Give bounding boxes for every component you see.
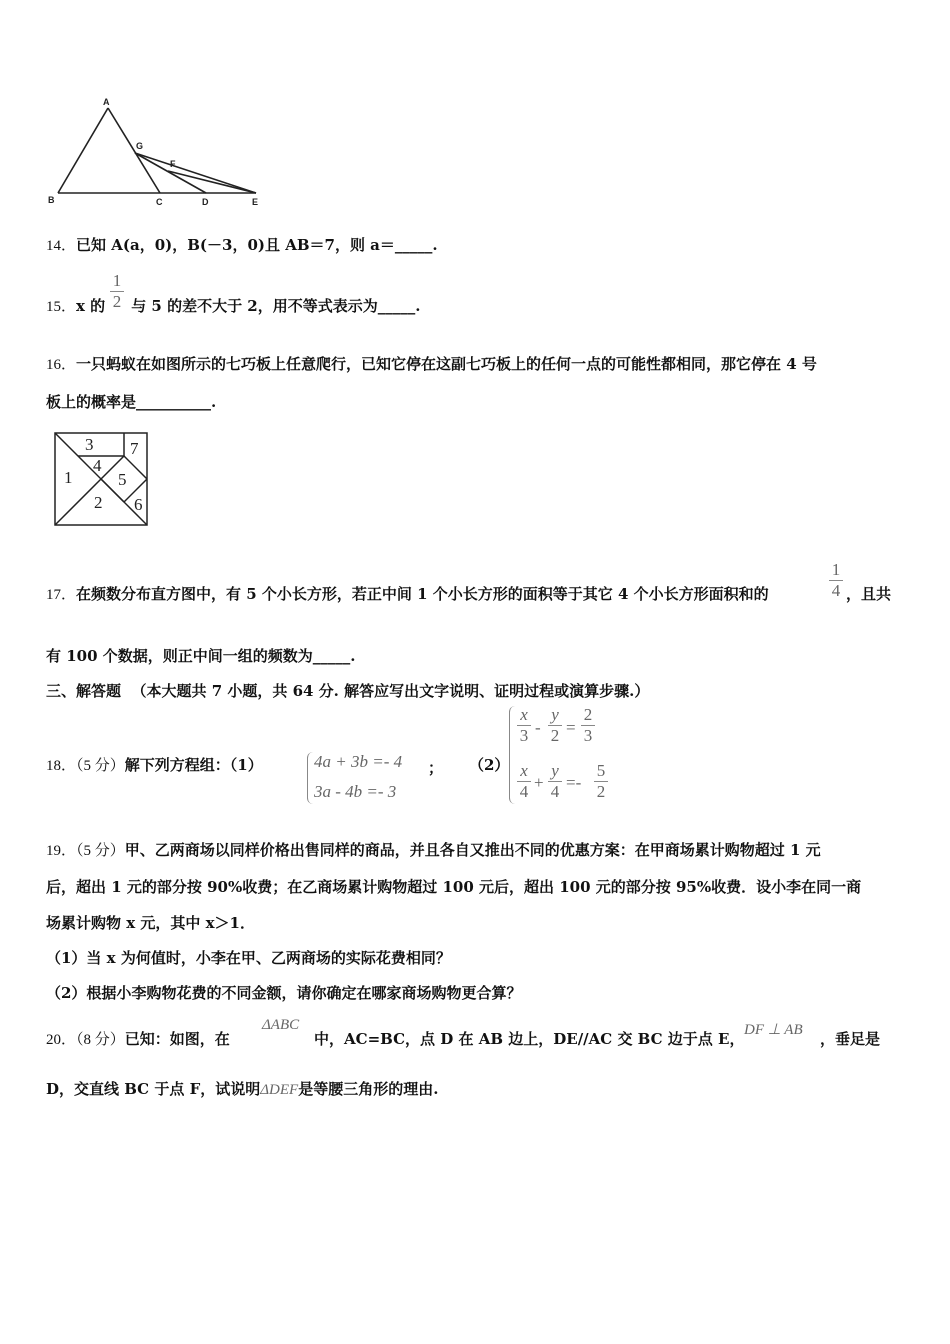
question-19-line2: 后，超出 1 元的部分按 90%收费；在乙商场累计购物超过 100 元后，超出 100 元的部分按 95%收费．设小李在同一商: [46, 878, 862, 896]
math-triangle-def: ΔDEF: [260, 1082, 299, 1098]
term-denominator: 3: [581, 725, 595, 746]
term-denominator: 2: [548, 725, 562, 746]
eq2a-rhs: [581, 705, 595, 746]
tangram-figure: [52, 430, 152, 530]
fraction-denominator: 4: [829, 580, 843, 601]
eq2a-term2: [548, 705, 562, 746]
tangram-piece-4: 4: [93, 456, 102, 475]
math-df-perp-ab: DF ⊥ AB: [744, 1022, 803, 1038]
label-g: G: [136, 141, 144, 151]
fraction-one-quarter: [829, 560, 843, 601]
question-number: 19．: [46, 843, 77, 859]
fraction-denominator: 2: [110, 291, 124, 312]
question-19-sub1: （1）当 x 为何值时，小李在甲、乙两商场的实际花费相同？: [46, 949, 451, 967]
part-1-label: （1）: [229, 756, 263, 774]
system-1-brace: [307, 752, 313, 804]
part-2-label: （2）: [469, 756, 510, 774]
question-score: （5 分）: [76, 758, 125, 774]
segment-fe: [168, 171, 256, 193]
question-20-line1-start: [46, 1029, 230, 1050]
question-text-post: 与 5 的差不大于 2，用不等式表示为_____.: [131, 297, 421, 315]
term-numerator: y: [551, 761, 559, 780]
question-text-end: 是等腰三角形的理由.: [298, 1080, 439, 1098]
label-a: A: [103, 97, 110, 107]
label-c: C: [156, 197, 163, 207]
question-text: D，交直线 BC 于点 F，试说明: [46, 1080, 261, 1098]
math-triangle-abc: ΔABC: [262, 1017, 300, 1033]
fraction-numerator: 1: [112, 271, 122, 290]
question-text: 在频数分布直方图中，有 5 个小长方形，若正中间 1 个小长方形的面积等于其它 4 个小长方形面积和的: [76, 585, 769, 603]
term-denominator: 3: [517, 725, 531, 746]
question-19-sub2: （2）根据小李购物花费的不同金额，请你确定在哪家商场购物更合算？: [46, 984, 522, 1002]
fraction-numerator: 1: [831, 560, 841, 579]
question-19-line3: 场累计购物 x 元，其中 x＞1．: [46, 914, 255, 932]
section-heading: [46, 681, 649, 701]
eq2a-operator: -: [535, 718, 541, 737]
question-17-line1-end: ，且共: [846, 585, 892, 603]
tangram-piece-7: 7: [130, 439, 139, 458]
question-text-pre: x 的: [76, 297, 106, 315]
label-d: D: [202, 197, 209, 207]
eq2b-operator: +: [534, 773, 544, 792]
term-numerator: x: [520, 761, 528, 780]
eq2b-equals: =-: [566, 773, 582, 792]
segment-ab: [58, 108, 108, 193]
triangle-figure: [40, 95, 270, 215]
tangram-piece-3: 3: [85, 435, 94, 454]
question-number: 18．: [46, 758, 77, 774]
section-note: （本大题共 7 小题，共 64 分. 解答应写出文字说明、证明过程或演算步骤.）: [131, 682, 650, 700]
question-20-line1-end: ，垂足是: [820, 1030, 881, 1048]
tangram-piece-2: 2: [94, 493, 103, 512]
tangram-right-line: [124, 456, 147, 479]
question-score: （8 分）: [76, 1032, 125, 1048]
question-text: 解下列方程组：: [124, 756, 230, 774]
tangram-piece-6: 6: [134, 495, 143, 514]
term-numerator: 2: [583, 705, 593, 724]
question-17-line1: [46, 584, 769, 605]
question-number: 16．: [46, 357, 77, 373]
term-denominator: 4: [517, 781, 531, 802]
term-numerator: y: [551, 705, 559, 724]
question-text: 一只蚂蚁在如图所示的七巧板上任意爬行，已知它停在这副七巧板上的任何一点的可能性都相同，那它停在 4 号: [76, 355, 817, 373]
eq2b-term1: [517, 761, 531, 802]
system-1-equation-b: 3a - 4b =- 3: [314, 782, 397, 801]
tangram-piece-1: 1: [64, 468, 73, 487]
question-number: 15．: [46, 299, 77, 315]
eq2a-equals: =: [566, 718, 576, 737]
eq2b-term2: [548, 761, 562, 802]
system-1-equation-a: 4a + 3b =- 4: [314, 752, 403, 771]
question-19-line1: [46, 840, 821, 861]
question-16-line2: 板上的概率是__________.: [46, 393, 217, 411]
term-denominator: 4: [548, 781, 562, 802]
term-numerator: x: [520, 705, 528, 724]
term-denominator: 2: [594, 781, 608, 802]
question-18: [46, 755, 263, 776]
question-number: 14．: [46, 238, 77, 254]
tangram-piece-5: 5: [118, 470, 127, 489]
eq2b-rhs: [594, 761, 608, 802]
question-20-line1-mid: 中，AC=BC，点 D 在 AB 边上，DE//AC 交 BC 边于点 E，: [314, 1030, 745, 1048]
question-number: 20．: [46, 1032, 77, 1048]
question-17-line2: 有 100 个数据，则正中间一组的频数为_____.: [46, 647, 356, 665]
eq2a-term1: [517, 705, 531, 746]
separator: ；: [428, 759, 444, 777]
segment-ac: [108, 108, 160, 193]
fraction-one-half: [110, 271, 124, 312]
question-text: 已知 A(a，0)，B(－3，0)且 AB＝7，则 a＝_____.: [76, 236, 438, 254]
system-2-brace: [509, 706, 515, 804]
question-15: [46, 296, 420, 317]
section-title: 三、解答题: [46, 682, 122, 700]
question-20-line2: [46, 1079, 438, 1100]
question-text: 已知：如图，在: [124, 1030, 230, 1048]
question-text: 甲、乙两商场以同样价格出售同样的商品，并且各自又推出不同的优惠方案：在甲商场累计购物超过 1 元: [124, 841, 821, 859]
term-numerator: 5: [596, 761, 606, 780]
question-16-line1: [46, 354, 817, 375]
question-score: （5 分）: [76, 843, 125, 859]
question-number: 17．: [46, 587, 77, 603]
label-b: B: [48, 195, 55, 205]
label-e: E: [252, 197, 259, 207]
question-14: [46, 235, 438, 256]
label-f: F: [170, 159, 176, 169]
tangram-cross: [55, 456, 124, 525]
